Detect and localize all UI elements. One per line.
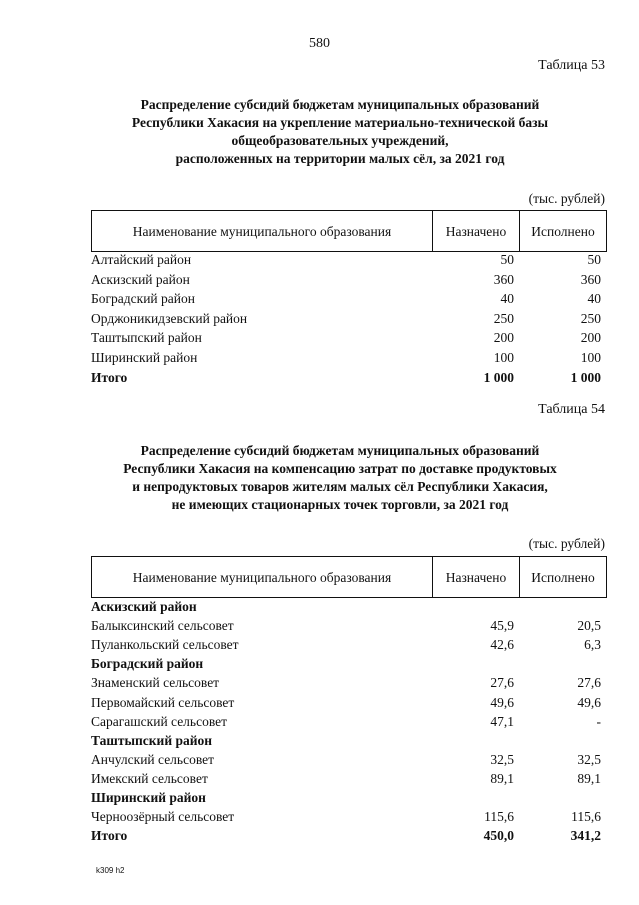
- header-assigned: Назначено: [433, 557, 520, 598]
- row-name: Первомайский сельсовет: [91, 694, 235, 710]
- total-row: [91, 828, 607, 847]
- row-assigned: 250: [493, 310, 514, 326]
- row-name: Анчулский сельсовет: [91, 751, 215, 767]
- row-executed: 40: [587, 291, 601, 307]
- row-executed: 250: [580, 310, 601, 326]
- title-line: и непродуктовых товаров жителям малых сёл Республики Хакасия,: [132, 479, 548, 494]
- row-assigned: 47,1: [490, 713, 514, 729]
- header-name: Наименование муниципального образования: [92, 211, 433, 252]
- row-executed: 200: [580, 330, 601, 346]
- row-executed: 49,6: [577, 694, 601, 710]
- row-assigned: 50: [500, 252, 514, 267]
- table-row: [91, 618, 607, 637]
- row-executed: -: [596, 713, 601, 729]
- group-row: [91, 599, 607, 618]
- table-row: [91, 637, 607, 656]
- row-assigned: 89,1: [490, 770, 514, 786]
- table-54-units: (тыс. рублей): [528, 536, 605, 551]
- total-executed: 341,2: [570, 828, 601, 844]
- group-row: [91, 656, 607, 675]
- title-line: Распределение субсидий бюджетам муниципальных образований: [140, 97, 540, 112]
- title-line: расположенных на территории малых сёл, за 2021 год: [175, 151, 505, 166]
- page-number: 580: [309, 36, 330, 51]
- row-assigned: 40: [500, 291, 514, 307]
- row-assigned: 200: [493, 330, 514, 346]
- row-name: Боградский район: [91, 291, 195, 307]
- row-executed: 27,6: [577, 675, 601, 691]
- table-row: [91, 252, 607, 271]
- table-row: [91, 675, 607, 694]
- title-line: Распределение субсидий бюджетам муниципальных образований: [140, 443, 540, 458]
- group-name: Боградский район: [91, 656, 204, 672]
- row-executed: 115,6: [571, 809, 601, 825]
- row-assigned: 42,6: [490, 637, 514, 653]
- row-name: Имекский сельсовет: [91, 770, 208, 786]
- header-executed: Исполнено: [520, 557, 607, 598]
- row-name: Пуланкольский сельсовет: [91, 637, 239, 653]
- header-assigned: Назначено: [433, 211, 520, 252]
- row-executed: 6,3: [584, 637, 601, 653]
- title-line: общеобразовательных учреждений,: [231, 133, 449, 148]
- row-name: Черноозёрный сельсовет: [91, 809, 235, 825]
- total-assigned: 1 000: [483, 369, 514, 385]
- table-53-label: Таблица 53: [538, 58, 605, 73]
- table-row: [91, 714, 607, 733]
- table-53-units: (тыс. рублей): [528, 191, 605, 206]
- table-54-title: [40, 442, 639, 514]
- row-executed: 50: [587, 252, 601, 267]
- table-53-title: [40, 96, 639, 168]
- table-row: [91, 272, 607, 291]
- table-row: [91, 350, 607, 369]
- row-name: Знаменский сельсовет: [91, 675, 220, 691]
- table-row: [91, 330, 607, 349]
- table-row: [91, 771, 607, 790]
- group-name: Аскизский район: [91, 599, 197, 614]
- header-executed: Исполнено: [520, 211, 607, 252]
- total-row: [91, 370, 607, 389]
- row-assigned: 100: [493, 350, 514, 365]
- total-label: Итого: [91, 828, 128, 844]
- row-assigned: 49,6: [490, 694, 514, 710]
- row-assigned: 115,6: [484, 809, 514, 825]
- title-line: Республики Хакасия на укрепление материально-технической базы: [131, 115, 549, 130]
- row-assigned: 27,6: [490, 675, 514, 691]
- total-label: Итого: [91, 369, 128, 385]
- row-name: Таштыпский район: [91, 330, 202, 346]
- row-name: Алтайский район: [91, 252, 192, 267]
- table-54-header: [91, 556, 607, 598]
- row-name: Сарагашский сельсовет: [91, 713, 228, 729]
- group-row: [91, 790, 607, 809]
- table-row: [91, 311, 607, 330]
- row-name: Аскизский район: [91, 271, 190, 287]
- header-name: Наименование муниципального образования: [92, 557, 433, 598]
- total-executed: 1 000: [570, 369, 601, 385]
- group-row: [91, 733, 607, 752]
- group-name: Таштыпский район: [91, 732, 213, 748]
- row-name: Балыксинский сельсовет: [91, 618, 234, 634]
- table-row: [91, 752, 607, 771]
- title-line: Республики Хакасия на компенсацию затрат по доставке продуктовых: [123, 461, 557, 476]
- group-name: Ширинский район: [91, 790, 206, 805]
- row-assigned: 32,5: [490, 751, 514, 767]
- table-row: [91, 695, 607, 714]
- row-assigned: 45,9: [490, 618, 514, 634]
- table-54-label: Таблица 54: [538, 402, 605, 417]
- total-assigned: 450,0: [483, 828, 514, 844]
- row-name: Орджоникидзевский район: [91, 310, 248, 326]
- title-line: не имеющих стационарных точек торговли, за 2021 год: [171, 497, 509, 512]
- table-53-header: [91, 210, 607, 252]
- row-name: Ширинский район: [91, 350, 198, 365]
- row-executed: 89,1: [577, 770, 601, 786]
- row-executed: 100: [580, 350, 601, 365]
- table-row: [91, 809, 607, 828]
- row-executed: 32,5: [577, 751, 601, 767]
- row-executed: 20,5: [577, 618, 601, 634]
- table-row: [91, 291, 607, 310]
- row-executed: 360: [580, 271, 601, 287]
- footer-code: k309 h2: [96, 866, 125, 875]
- row-assigned: 360: [493, 271, 514, 287]
